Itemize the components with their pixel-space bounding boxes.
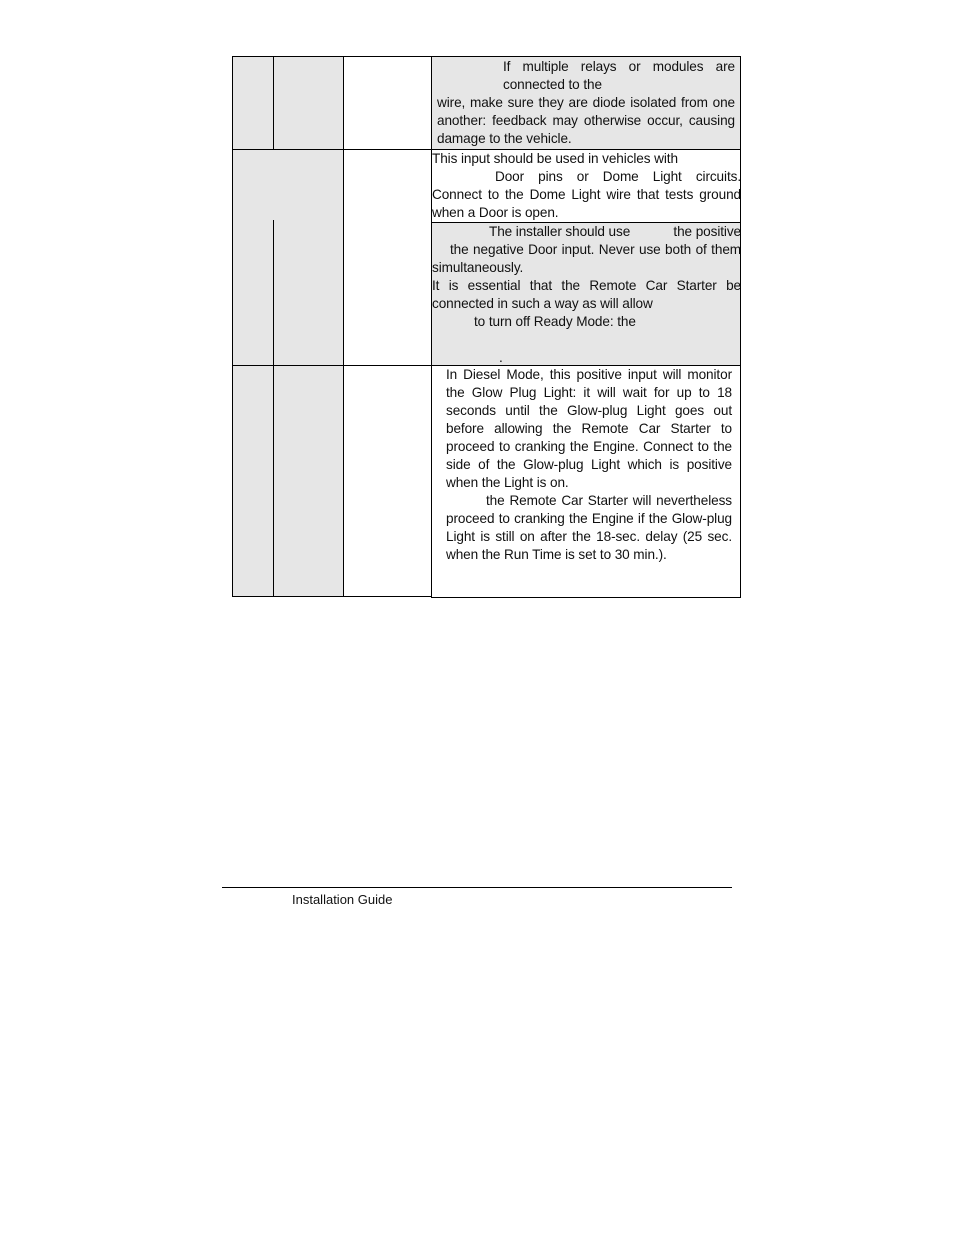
paragraph: It is essential that the Remote Car Starter be connected in such a way as will allow <box>432 278 741 311</box>
row-3-text <box>446 366 732 564</box>
row-separator-2 <box>232 365 431 366</box>
paragraph: to turn off Ready Mode: the <box>474 314 636 329</box>
paragraph: This input should be used in vehicles with <box>432 151 678 166</box>
paragraph: . <box>499 350 503 365</box>
cell-gap <box>272 150 274 220</box>
row-separator-1 <box>232 149 431 150</box>
footer-text: Installation Guide <box>292 892 393 907</box>
paragraph: If multiple relays or modules are connected to the <box>503 59 735 92</box>
installer-line <box>432 223 741 241</box>
row-2-top-text <box>432 150 741 222</box>
paragraph: Door pins or Dome Light circuits. Connect to the Dome Light wire that tests ground when a Door is open. <box>432 169 741 220</box>
row-1-text <box>437 58 735 148</box>
paragraph: the negative Door input. Never use both of them simultaneously. <box>432 242 741 275</box>
row-2-bottom-text <box>432 223 741 367</box>
paragraph: the Remote Car Starter will nevertheless proceed to cranking the Engine if the Glow-plug Light is still on after the 18-sec. delay (25 sec. when the Run Time is set to 30 min.). <box>446 493 732 562</box>
paragraph: the positive <box>673 224 741 239</box>
paragraph: In Diesel Mode, this positive input will monitor the Glow Plug Light: it will wait for up to 18 seconds until the Glow-plug Light goes out before allowing the Remote Car Starter to proceed to cranking the Engine. Connect to the side of the Glow-plug Light which is positive when the Light is on. <box>446 367 732 490</box>
table-column-3 <box>343 56 431 597</box>
footer-rule <box>222 887 732 888</box>
paragraph: wire, make sure they are diode isolated from one another: feedback may otherwise occur, causing damage to the vehicle. <box>437 95 735 146</box>
paragraph: The installer should use <box>489 224 631 239</box>
table-column-2 <box>273 56 343 597</box>
table-column-1 <box>232 56 273 597</box>
